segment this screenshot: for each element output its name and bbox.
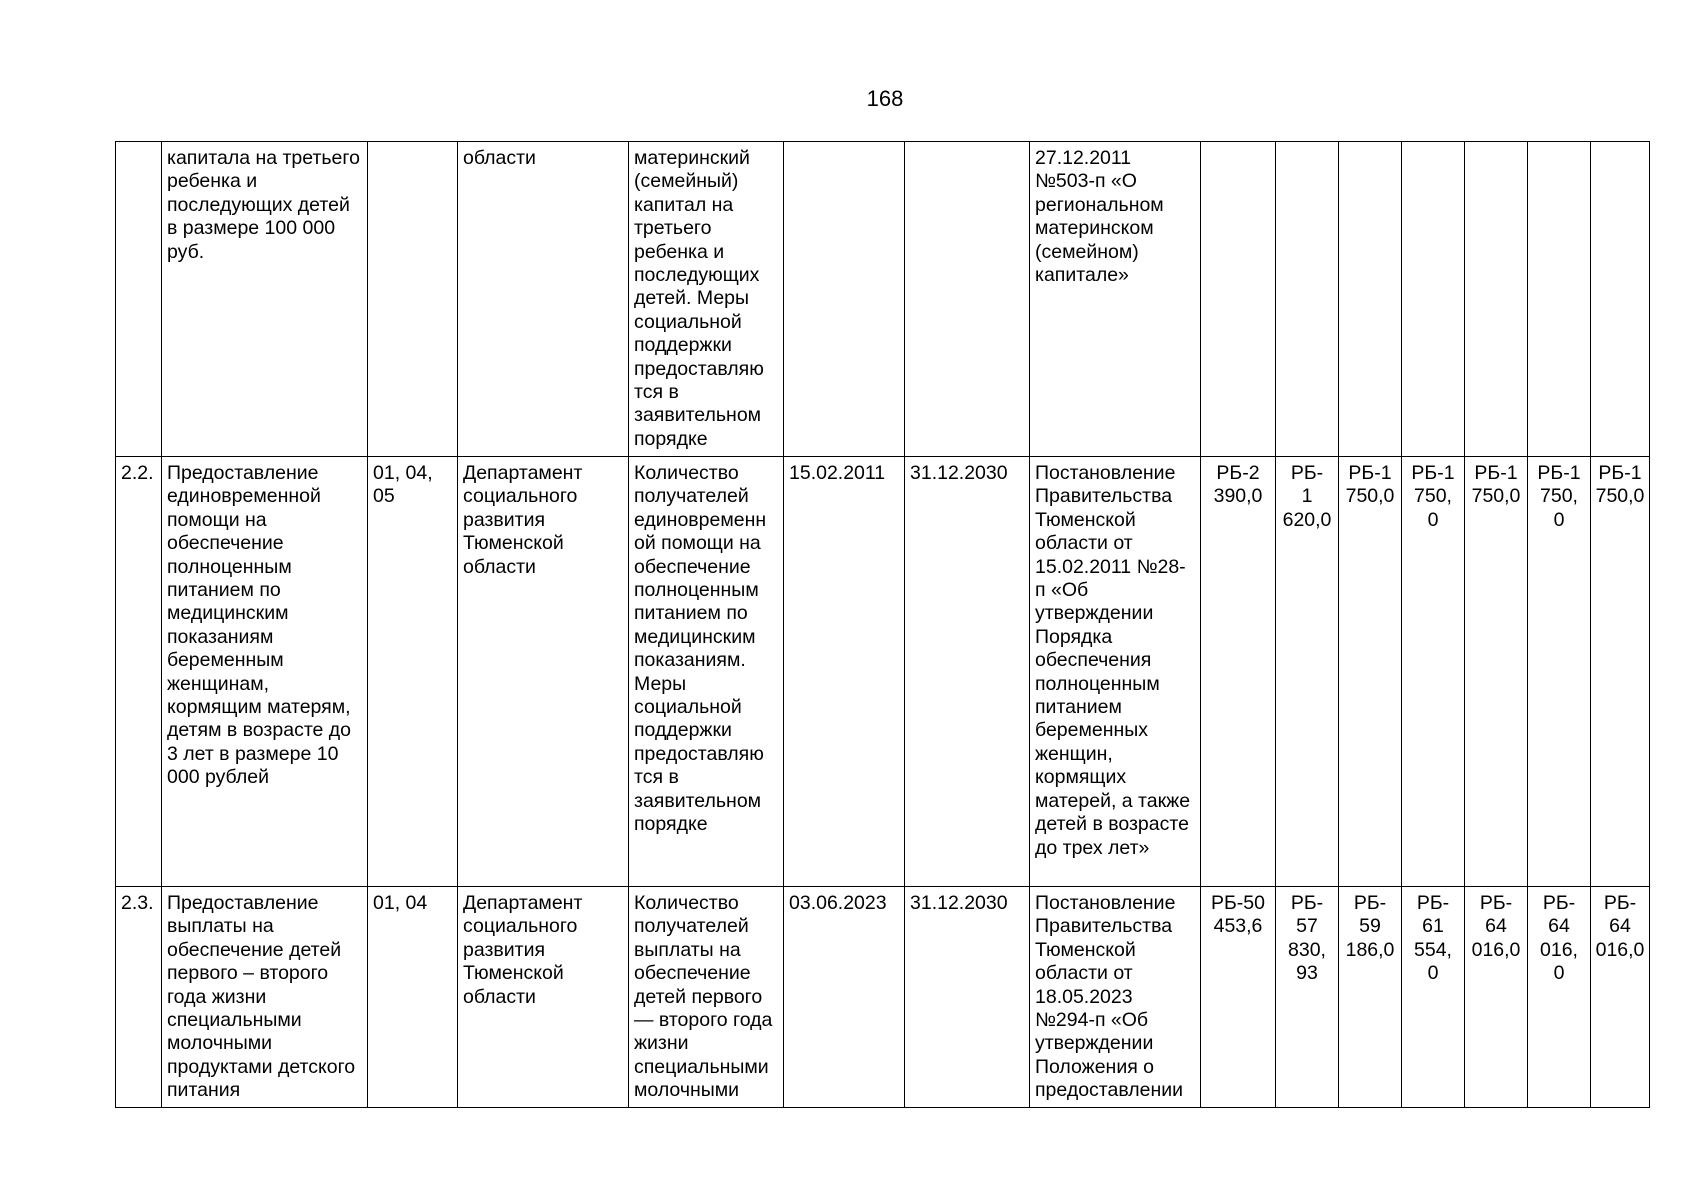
funding-value: РБ-1 750,0: [1591, 457, 1650, 887]
funding-value: РБ- 59 186,0: [1339, 887, 1402, 1108]
funding-value: РБ-1 750, 0: [1528, 457, 1591, 887]
table-row: [116, 457, 1650, 887]
executor: Департамент социального развития Тюменской области: [458, 887, 629, 1108]
funding-value: [1339, 142, 1402, 457]
legal-basis: Постановление Правительства Тюменской области от 18.05.2023 №294-п «Об утверждении Положения о предоставлении: [1030, 887, 1201, 1108]
funding-value: РБ-1 750,0: [1339, 457, 1402, 887]
funding-value: [1276, 142, 1339, 457]
funding-value: РБ- 64 016, 0: [1528, 887, 1591, 1108]
row-number: 2.2.: [116, 457, 162, 887]
funding-value: [1591, 142, 1650, 457]
legal-basis: Постановление Правительства Тюменской области от 15.02.2011 №28-п «Об утверждении Порядка обеспечения полноценным питанием беременных женщин, кормящих матерей, а также детей в возрасте до трех лет»: [1030, 457, 1201, 887]
funding-value: РБ- 61 554, 0: [1402, 887, 1465, 1108]
program-measures-table: [115, 141, 1650, 1108]
page-number: 168: [866, 86, 904, 111]
funding-value: РБ-1 750, 0: [1402, 457, 1465, 887]
funding-value: [1402, 142, 1465, 457]
measure-name: Предоставление выплаты на обеспечение детей первого – второго года жизни специальными молочными продуктами детского питания: [162, 887, 368, 1108]
measure-name: капитала на третьего ребенка и последующих детей в размере 100 000 руб.: [162, 142, 368, 457]
funding-value: РБ-1 750,0: [1465, 457, 1528, 887]
codes: 01, 04: [368, 887, 458, 1108]
row-number: [116, 142, 162, 457]
funding-value: РБ-2 390,0: [1201, 457, 1276, 887]
funding-value: РБ-50 453,6: [1201, 887, 1276, 1108]
start-date: 15.02.2011: [784, 457, 905, 887]
legal-basis: 27.12.2011 №503-п «О региональном материнском (семейном) капитале»: [1030, 142, 1201, 457]
end-date: 31.12.2030: [905, 887, 1030, 1108]
executor: Департамент социального развития Тюменской области: [458, 457, 629, 887]
row-number: 2.3.: [116, 887, 162, 1108]
funding-value: РБ- 1 620,0: [1276, 457, 1339, 887]
funding-value: [1465, 142, 1528, 457]
start-date: 03.06.2023: [784, 887, 905, 1108]
indicator: Количество получателей выплаты на обеспечение детей первого — второго года жизни специальными молочными: [629, 887, 784, 1108]
codes: 01, 04, 05: [368, 457, 458, 887]
executor: области: [458, 142, 629, 457]
measure-name: Предоставление единовременной помощи на обеспечение полноценным питанием по медицинским показаниям беременным женщинам, кормящим матерям, детям в возрасте до 3 лет в размере 10 000 рублей: [162, 457, 368, 887]
funding-value: РБ- 64 016,0: [1465, 887, 1528, 1108]
table-row: [116, 142, 1650, 457]
funding-value: [1528, 142, 1591, 457]
codes: [368, 142, 458, 457]
end-date: [905, 142, 1030, 457]
funding-value: РБ- 57 830, 93: [1276, 887, 1339, 1108]
table-row: [116, 887, 1650, 1108]
funding-value: РБ- 64 016,0: [1591, 887, 1650, 1108]
indicator: материнский (семейный) капитал на третьего ребенка и последующих детей. Меры социальной поддержки предоставляю тся в заявительном порядке: [629, 142, 784, 457]
indicator: Количество получателей единовременн ой помощи на обеспечение полноценным питанием по медицинским показаниям. Меры социальной поддержки предоставляю тся в заявительном порядке: [629, 457, 784, 887]
start-date: [784, 142, 905, 457]
end-date: 31.12.2030: [905, 457, 1030, 887]
funding-value: [1201, 142, 1276, 457]
